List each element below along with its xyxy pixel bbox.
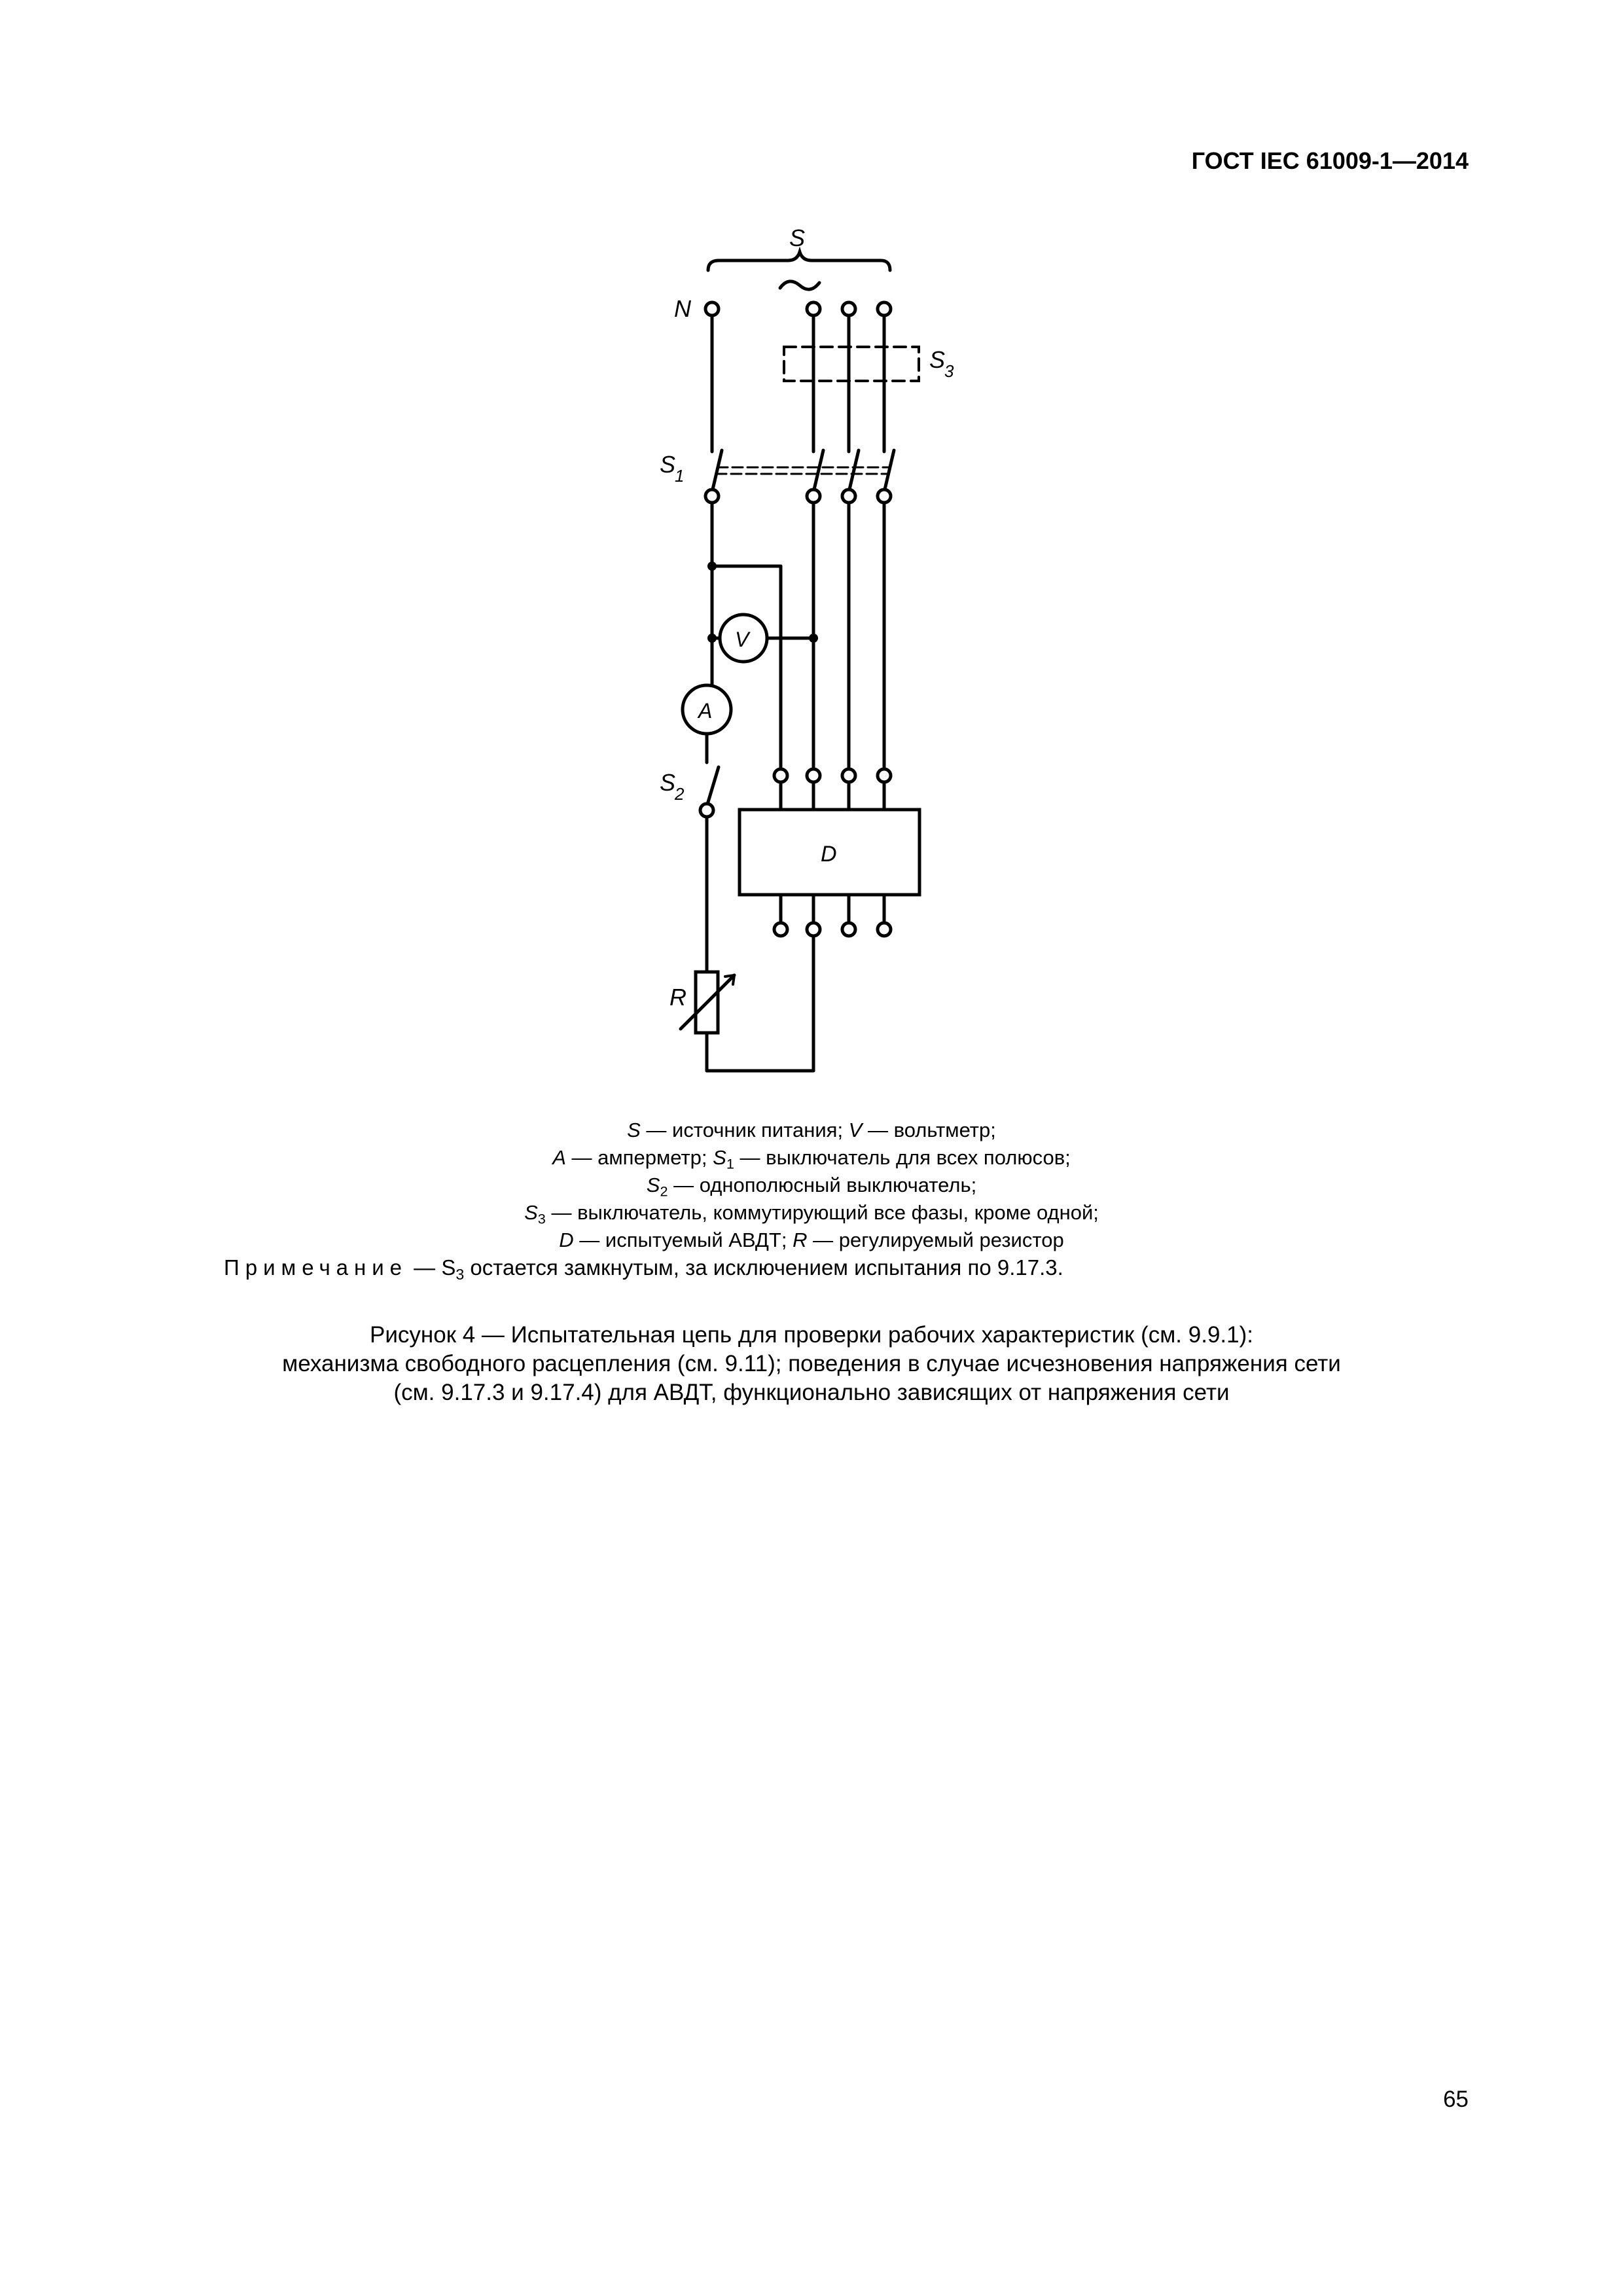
label-s2: S xyxy=(660,769,676,796)
legend-line-3: $S_2$ — однополюсный выключатель; xyxy=(646,1174,977,1200)
caption-line-1: Рисунок 4 — Испытательная цепь для проверки рабочих характеристик (см. 9.9.1): xyxy=(370,1322,1253,1348)
junction-dot xyxy=(809,634,818,643)
s3-switch-box xyxy=(784,347,919,381)
label-s-source: S xyxy=(789,224,806,251)
junction-dot xyxy=(707,634,717,643)
document-header: ГОСТ IEC 61009-1—2014 xyxy=(1191,147,1469,174)
legend-line-4: $S_3$ — выключатель, коммутирующий все фазы, кроме одной; xyxy=(524,1201,1099,1227)
label-a: A xyxy=(698,699,713,723)
s1-blade-l3 xyxy=(884,450,894,492)
test-circuit-diagram xyxy=(0,0,1623,1113)
label-s3: S xyxy=(929,346,946,373)
source-brace xyxy=(708,252,890,270)
caption-line-2: механизма свободного расцепления (см. 9.11); поведения в случае исчезновения напряжения сети xyxy=(282,1351,1341,1376)
s1-blade-l2 xyxy=(849,450,859,492)
legend-line-1: S — источник питания; V — вольтметр; xyxy=(627,1119,996,1141)
terminal-l2 xyxy=(842,302,855,315)
label-d: D xyxy=(821,842,837,867)
label-s3-sub: 3 xyxy=(944,361,954,381)
note-label: Примечание xyxy=(224,1255,408,1280)
s1-blade-l1 xyxy=(813,450,823,492)
label-r: R xyxy=(669,984,687,1011)
legend-line-5: D — испытуемый АВДТ; R — регулируемый резистор xyxy=(559,1229,1064,1251)
label-v: V xyxy=(735,628,749,651)
tilde-symbol xyxy=(780,281,819,289)
terminal-l1 xyxy=(807,302,820,315)
caption-line-3: (см. 9.17.3 и 9.17.4) для АВДТ, функционально зависящих от напряжения сети xyxy=(393,1380,1230,1405)
label-s1: S xyxy=(660,451,676,478)
terminal-l3 xyxy=(878,302,891,315)
junction-dot xyxy=(707,562,717,571)
figure-caption xyxy=(0,1321,1623,1407)
s1-blade-n xyxy=(712,450,722,492)
page-number: 65 xyxy=(1443,2087,1469,2112)
terminal-n xyxy=(705,302,719,315)
label-s1-sub: 1 xyxy=(675,466,685,486)
figure-note: Примечание — $S_3$ остается замкнутым, за исключением испытания по 9.17.3. xyxy=(224,1255,1063,1283)
figure-legend xyxy=(0,1117,1623,1254)
label-s2-sub: 2 xyxy=(675,784,685,804)
legend-line-2: A — амперметр; $S_1$ — выключатель для всех полюсов; xyxy=(552,1146,1071,1172)
label-n: N xyxy=(674,295,691,322)
s2-blade xyxy=(707,767,719,806)
